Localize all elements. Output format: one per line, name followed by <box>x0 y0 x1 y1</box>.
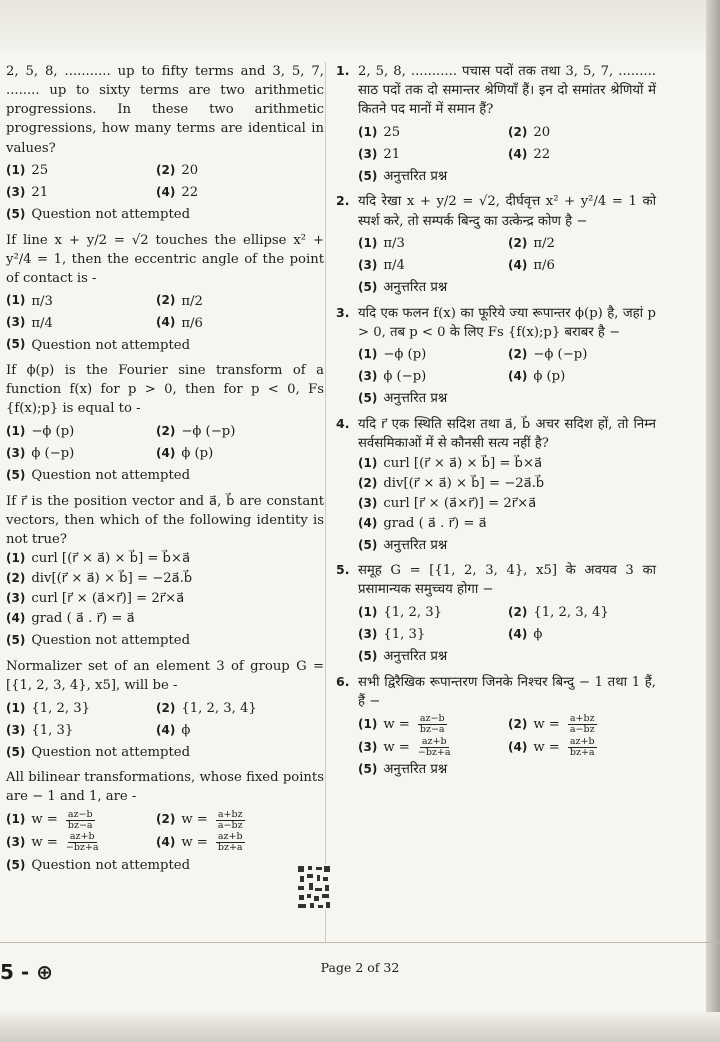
question-block <box>6 62 324 225</box>
option-number: (2) <box>508 236 528 250</box>
option-number: (5) <box>6 207 26 221</box>
option-item <box>358 122 508 142</box>
question-block <box>336 192 656 297</box>
option-text: 21 <box>383 146 401 162</box>
fraction-numerator: az+b <box>217 831 243 843</box>
option-text: grad ( a⃗ . r⃗) = a⃗ <box>383 515 487 531</box>
option-text: π/4 <box>383 258 405 274</box>
question-block <box>6 768 324 875</box>
option-text: {1, 3} <box>31 722 74 738</box>
option-item-not-attempted <box>6 631 324 651</box>
question-text: सभी द्विरैखिक रूपान्तरण जिनके निश्चर बिन्दु − 1 तथा 1 हैं, हैं − <box>358 674 656 709</box>
option-number: (5) <box>358 648 378 663</box>
option-number: (4) <box>156 722 176 737</box>
question-body <box>336 192 656 297</box>
option-number: (3) <box>6 591 26 606</box>
option-grid <box>6 698 324 740</box>
option-number: (5) <box>6 744 26 759</box>
option-item <box>6 183 156 203</box>
option-number: (1) <box>358 236 378 250</box>
question-body <box>336 673 656 780</box>
option-prefix: w = <box>533 716 560 732</box>
fraction-denominator: bz+a <box>569 746 595 758</box>
option-text: अनुत्तरित प्रश्न <box>383 537 448 553</box>
option-number: (4) <box>156 445 176 460</box>
fraction-denominator: a−bz <box>217 819 243 831</box>
option-number: (2) <box>508 124 528 139</box>
option-number: (4) <box>508 369 528 384</box>
option-text: Question not attempted <box>31 633 191 649</box>
page-right-edge <box>706 0 720 1042</box>
question-block <box>336 415 656 555</box>
option-text: curl [(r⃗ × a⃗) × b⃗] = b⃗×a⃗ <box>31 551 191 567</box>
question-text: समूह G = [{1, 2, 3, 4}, x5] के अवयव 3 का प्रसामान्यक समुच्चय होगा − <box>358 563 656 598</box>
option-number: (2) <box>156 423 176 438</box>
option-item <box>156 183 306 203</box>
option-item <box>358 493 656 513</box>
option-item-not-attempted <box>358 760 656 780</box>
question-block <box>336 561 656 666</box>
option-number: (4) <box>508 146 528 161</box>
option-number: (3) <box>6 185 26 199</box>
question-number: 6. <box>336 673 350 689</box>
question-number: 1. <box>336 63 350 78</box>
fraction <box>216 832 245 853</box>
option-prefix: w = <box>383 716 410 732</box>
option-text: {1, 2, 3} <box>31 700 91 716</box>
question-text: If ϕ(p) is the Fourier sine transform of a function f(x) for p > 0, then for p < 0, Fs {f(x);p} is equal to - <box>6 363 324 417</box>
option-text: Question not attempted <box>31 857 191 873</box>
question-text: यदि r⃗ एक स्थिति सदिश तथा a⃗, b⃗ अचर सदिश हों, तो निम्न सर्वसमिकाओं में से कौनसी सत्य नहीं है? <box>358 416 656 452</box>
option-item <box>156 832 306 853</box>
question-body <box>336 304 656 409</box>
option-text: 25 <box>383 124 401 140</box>
option-grid <box>358 714 656 758</box>
fraction <box>418 737 451 758</box>
fraction-denominator: −bz+a <box>65 842 99 854</box>
option-item <box>156 444 306 464</box>
option-number: (3) <box>6 835 26 850</box>
option-item <box>156 313 306 333</box>
option-text: अनुत्तरित प्रश्न <box>383 391 448 407</box>
option-text: −ϕ (−p) <box>533 347 588 363</box>
question-body <box>336 561 656 666</box>
option-item <box>6 698 156 718</box>
option-prefix: w = <box>383 739 410 755</box>
option-number: (1) <box>6 293 26 308</box>
english-column <box>6 62 324 881</box>
option-item <box>358 256 508 276</box>
question-body <box>336 62 656 186</box>
option-grid <box>358 603 656 645</box>
option-grid <box>6 810 324 854</box>
option-item <box>156 720 306 740</box>
option-item <box>6 422 156 442</box>
option-item <box>508 234 658 254</box>
option-text: अनुत्तरित प्रश्न <box>383 762 448 778</box>
option-item <box>6 589 324 609</box>
question-body <box>6 768 324 875</box>
option-text: −ϕ (−p) <box>181 423 236 439</box>
option-number: (2) <box>508 347 528 362</box>
option-number: (4) <box>508 626 528 641</box>
question-number: 5. <box>336 562 350 578</box>
question-block <box>6 231 324 355</box>
question-number: 3. <box>336 304 350 320</box>
fraction-denominator: bz−a <box>419 723 445 735</box>
fraction <box>66 810 95 831</box>
option-text: Question not attempted <box>31 467 191 483</box>
question-text: All bilinear transformations, whose fixed points are − 1 and 1, are - <box>6 770 324 805</box>
option-item-not-attempted <box>358 166 656 186</box>
option-text: −ϕ (p) <box>383 347 427 363</box>
option-item <box>508 122 658 142</box>
option-item <box>358 144 508 164</box>
option-text: अनुत्तरित प्रश्न <box>383 168 448 184</box>
option-number: (2) <box>358 475 378 490</box>
option-text: 22 <box>181 185 199 201</box>
option-item <box>358 367 508 387</box>
option-number: (5) <box>358 537 378 552</box>
option-number: (1) <box>6 551 26 566</box>
question-block <box>6 361 324 485</box>
option-text: 25 <box>31 163 49 179</box>
option-item <box>508 603 658 623</box>
option-item <box>6 569 324 589</box>
option-number: (3) <box>6 445 26 460</box>
option-item <box>508 367 658 387</box>
option-item <box>6 161 156 181</box>
option-item-not-attempted <box>6 742 324 762</box>
option-number: (2) <box>508 604 528 619</box>
option-text: अनुत्तरित प्रश्न <box>383 648 448 664</box>
option-number: (2) <box>156 700 176 715</box>
option-item <box>508 144 658 164</box>
option-number: (1) <box>6 423 26 438</box>
option-item-not-attempted <box>358 535 656 555</box>
option-text: 21 <box>31 185 49 201</box>
option-item <box>6 313 156 333</box>
option-number: (3) <box>358 626 378 641</box>
option-item-not-attempted <box>6 466 324 486</box>
option-item <box>6 609 324 629</box>
question-text: If r⃗ is the position vector and a⃗, b⃗ are constant vectors, then which of the following identity is not true? <box>6 493 324 547</box>
option-item <box>358 737 508 758</box>
option-number: (2) <box>508 716 528 731</box>
option-item <box>6 444 156 464</box>
option-number: (3) <box>358 146 378 161</box>
question-text: If line x + y/2 = √2 touches the ellipse x² + y²/4 = 1, then the eccentric angle of the point of contact is - <box>6 232 324 286</box>
qr-code-icon <box>296 864 332 910</box>
option-text: π/6 <box>533 258 555 274</box>
option-text: grad ( a⃗ . r⃗) = a⃗ <box>31 611 135 627</box>
option-number: (1) <box>358 124 378 139</box>
question-block <box>6 657 324 762</box>
question-number: 2. <box>336 193 350 209</box>
fraction-denominator: bz−a <box>67 819 93 831</box>
option-item <box>6 549 324 569</box>
hindi-column <box>336 62 656 786</box>
page-number: Page 2 of 32 <box>320 960 400 975</box>
option-number: (3) <box>6 722 26 737</box>
question-body <box>6 361 324 485</box>
option-text: {1, 2, 3, 4} <box>181 700 257 716</box>
option-number: (5) <box>358 168 378 183</box>
question-text: Normalizer set of an element 3 of group G = [{1, 2, 3, 4}, x5], will be - <box>6 658 324 694</box>
fraction-numerator: az−b <box>67 808 93 820</box>
option-number: (5) <box>6 337 26 352</box>
option-number: (4) <box>508 739 528 754</box>
fraction <box>66 832 99 853</box>
option-item <box>156 810 306 831</box>
option-text: ϕ (−p) <box>31 445 75 461</box>
option-item-not-attempted <box>6 335 324 355</box>
option-text: ϕ (p) <box>181 445 214 461</box>
option-number: (4) <box>156 835 176 850</box>
question-block <box>336 673 656 780</box>
corner-mark: 5 - ⊕ <box>0 960 53 984</box>
column-divider <box>325 62 326 942</box>
option-item <box>156 422 306 442</box>
option-grid <box>6 422 324 464</box>
option-prefix: w = <box>31 835 58 851</box>
option-item <box>156 291 306 311</box>
option-item-not-attempted <box>6 205 324 225</box>
option-number: (5) <box>6 633 26 648</box>
option-number: (4) <box>358 515 378 530</box>
option-text: curl [r⃗ × (a⃗×r⃗)] = 2r⃗×a⃗ <box>383 495 537 511</box>
page-bottom-shadow <box>0 1012 720 1042</box>
option-text: π/2 <box>533 236 555 252</box>
option-number: (5) <box>6 857 26 872</box>
fraction-numerator: az−b <box>419 712 445 724</box>
option-text: π/3 <box>31 293 53 309</box>
option-text: Question not attempted <box>31 337 191 353</box>
option-number: (3) <box>358 495 378 510</box>
option-item <box>6 720 156 740</box>
option-item <box>358 345 508 365</box>
option-number: (1) <box>358 455 378 470</box>
option-item <box>6 810 156 831</box>
option-item <box>358 714 508 735</box>
question-block <box>336 304 656 409</box>
option-grid <box>358 345 656 387</box>
option-item <box>156 698 306 718</box>
fraction-numerator: az+b <box>421 735 447 747</box>
option-text: ϕ (p) <box>533 369 566 385</box>
option-item-not-attempted <box>358 278 656 298</box>
option-prefix: w = <box>31 812 58 828</box>
option-number: (4) <box>6 611 26 626</box>
fraction-numerator: a+bz <box>569 712 595 724</box>
footer-rule <box>0 942 720 943</box>
option-number: (3) <box>358 258 378 272</box>
option-number: (1) <box>358 347 378 362</box>
option-number: (5) <box>358 280 378 294</box>
option-text: Question not attempted <box>31 207 191 223</box>
option-text: 22 <box>533 146 551 162</box>
question-text: 2, 5, 8, ........... पचास पदों तक तथा 3, 5, 7, ......... साठ पदों तक दो समान्तर श्रेणियाँ हैं। इन दो समांतर श्रेणियों में कितने पद मानों में समान हैं? <box>358 64 656 118</box>
option-number: (1) <box>358 604 378 619</box>
option-grid <box>358 234 656 276</box>
page-top-shadow <box>0 0 720 52</box>
option-item <box>358 234 508 254</box>
option-item <box>156 161 306 181</box>
option-prefix: w = <box>181 812 208 828</box>
fraction-numerator: az+b <box>69 831 95 843</box>
option-number: (1) <box>358 716 378 731</box>
option-number: (4) <box>156 315 176 330</box>
fraction <box>568 737 597 758</box>
option-item <box>358 513 656 533</box>
fraction-denominator: −bz+a <box>417 746 451 758</box>
fraction-numerator: az+b <box>569 735 595 747</box>
fraction-denominator: bz+a <box>217 842 243 854</box>
question-body <box>336 415 656 555</box>
option-text: div[(r⃗ × a⃗) × b⃗] = −2a⃗.b⃗ <box>31 571 193 587</box>
option-number: (2) <box>156 812 176 827</box>
option-text: 20 <box>533 124 551 140</box>
option-prefix: w = <box>181 835 208 851</box>
option-number: (1) <box>6 163 26 177</box>
option-text: {1, 3} <box>383 626 426 642</box>
option-item <box>358 603 508 623</box>
option-number: (1) <box>6 700 26 715</box>
option-item-not-attempted <box>6 855 324 875</box>
option-item <box>508 625 658 645</box>
option-text: ϕ <box>533 626 543 642</box>
option-item <box>358 453 656 473</box>
option-grid <box>6 161 324 203</box>
option-prefix: w = <box>533 739 560 755</box>
option-number: (2) <box>6 571 26 586</box>
question-text: यदि एक फलन f(x) का फूरिये ज्या रूपान्तर ϕ(p) है, जहां p > 0, तब p < 0 के लिए Fs {f(x);p} बराबर है − <box>358 305 656 340</box>
option-text: ϕ <box>181 722 191 738</box>
fraction-numerator: a+bz <box>217 808 243 820</box>
option-number: (5) <box>358 391 378 406</box>
question-body <box>6 62 324 225</box>
option-item <box>358 625 508 645</box>
fraction <box>418 714 447 735</box>
option-item-not-attempted <box>358 389 656 409</box>
option-text: अनुत्तरित प्रश्न <box>383 280 448 296</box>
fraction <box>568 714 597 735</box>
option-text: −ϕ (p) <box>31 423 75 439</box>
option-number: (3) <box>358 739 378 754</box>
option-item <box>508 737 658 758</box>
option-number: (3) <box>6 315 26 330</box>
option-text: ϕ (−p) <box>383 369 427 385</box>
option-item <box>508 714 658 735</box>
option-text: Question not attempted <box>31 744 191 760</box>
option-text: π/3 <box>383 236 405 252</box>
option-number: (4) <box>508 258 528 272</box>
option-number: (5) <box>6 467 26 482</box>
option-number: (3) <box>358 369 378 384</box>
option-grid <box>358 122 656 164</box>
option-number: (5) <box>358 762 378 776</box>
option-item <box>508 256 658 276</box>
option-number: (1) <box>6 812 26 827</box>
question-text: यदि रेखा x + y/2 = √2, दीर्घवृत्त x² + y²/4 = 1 को स्पर्श करे, तो सम्पर्क बिन्दु का उत्केन्द्र कोण है − <box>358 194 656 229</box>
question-text: 2, 5, 8, ........... up to fifty terms and 3, 5, 7, ........ up to sixty terms are two arithmetic progressions. In these two arithmetic progressions, how many terms are identical in values? <box>6 64 324 156</box>
option-item <box>358 473 656 493</box>
question-body <box>6 657 324 762</box>
fraction-denominator: a−bz <box>569 723 595 735</box>
option-text: {1, 2, 3, 4} <box>533 604 609 620</box>
question-body <box>6 492 324 651</box>
option-number: (4) <box>156 185 176 199</box>
option-text: curl [r⃗ × (a⃗×r⃗)] = 2r⃗×a⃗ <box>31 591 185 607</box>
question-body <box>6 231 324 355</box>
option-grid <box>6 291 324 333</box>
option-text: {1, 2, 3} <box>383 604 443 620</box>
question-number: 4. <box>336 415 350 431</box>
option-text: π/6 <box>181 315 203 331</box>
option-text: π/4 <box>31 315 53 331</box>
option-text: π/2 <box>181 293 203 309</box>
option-text: curl [(r⃗ × a⃗) × b⃗] = b⃗×a⃗ <box>383 455 543 471</box>
question-block <box>6 492 324 651</box>
option-text: 20 <box>181 163 199 179</box>
option-item <box>6 832 156 853</box>
option-number: (2) <box>156 163 176 177</box>
option-number: (2) <box>156 293 176 308</box>
option-text: div[(r⃗ × a⃗) × b⃗] = −2a⃗.b⃗ <box>383 475 545 491</box>
question-block <box>336 62 656 186</box>
option-item-not-attempted <box>358 647 656 667</box>
fraction <box>216 810 245 831</box>
option-item <box>508 345 658 365</box>
option-item <box>6 291 156 311</box>
